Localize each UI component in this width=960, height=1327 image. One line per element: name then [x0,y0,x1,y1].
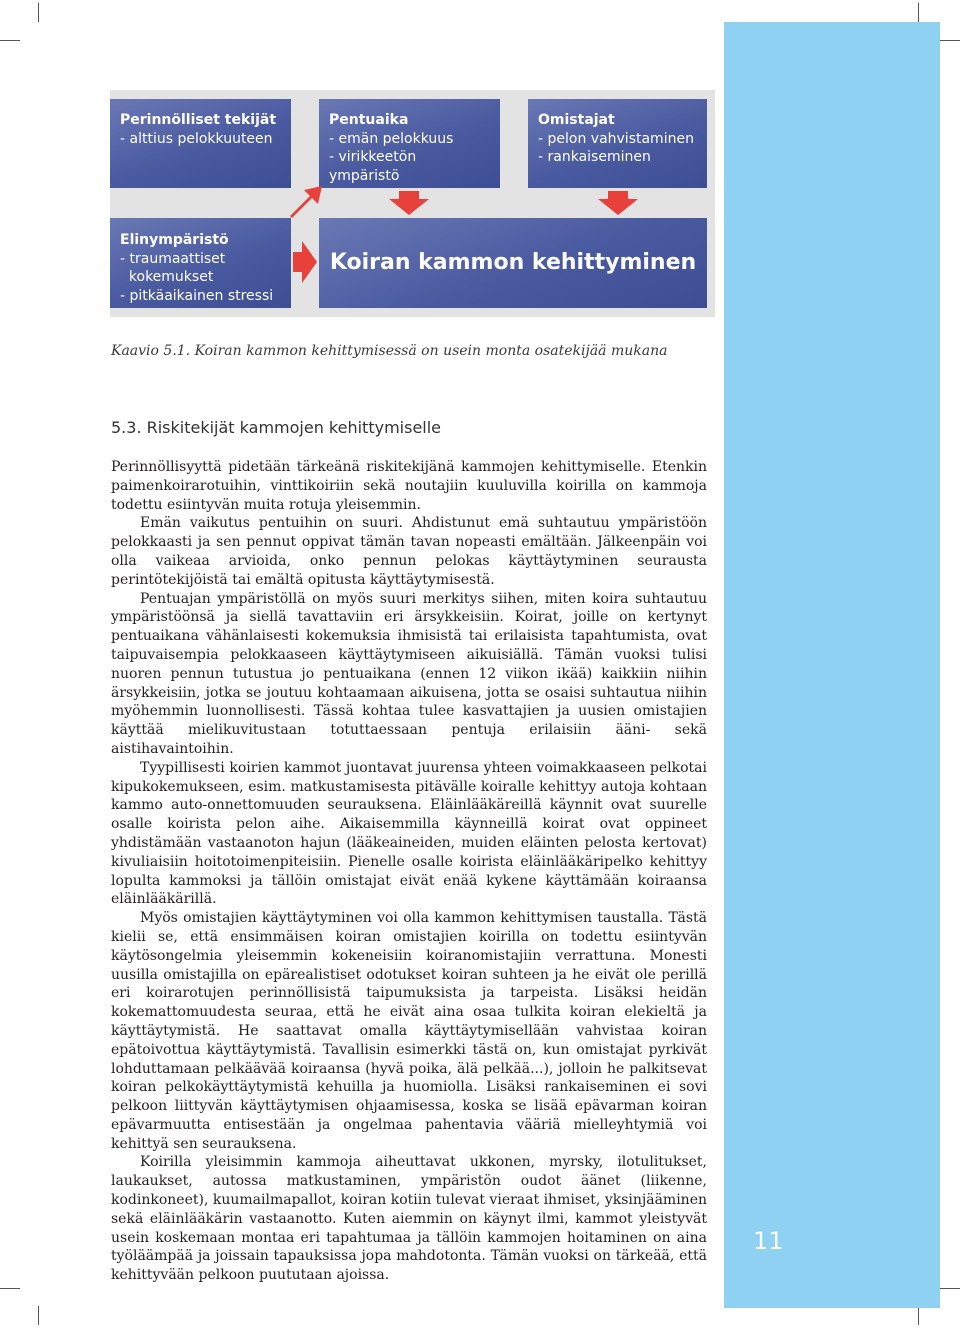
arrow-down-icon [598,191,638,215]
box-title: Elinympäristö [120,232,229,248]
box-title: Omistajat [538,112,615,128]
diagram-main-box [319,218,707,308]
box-line: - traumaattiset [120,250,226,267]
diagram-caption: Kaavio 5.1. Koiran kammon kehittymisessä on usein monta osatekijää mukana [111,343,668,359]
paragraph: Pentuajan ympäristöllä on myös suuri merkitys siihen, miten koira suhtautuu ympäristöönsä ja siellä tavattaviin eri ärsykkeisiin. Koirat, joille on kertynyt pentuaikana vähänlaisesti kokemuksia ihmisistä tai erilaisista tapahtumista, ovat taipuvaisempia pelokkaaseen käyttäytymiseen aikuisiällä. Tämän vuoksi tulisi nuoren pennun tutustua jo pentuaikana (ennen 12 viikon ikää) kaikkiin niihin ärsykkeisiin, jotka se joutuu kohtaamaan aikuisena, jotta se osaisi suhtautua niihin myöhemmin luonnollisesti. Tässä kohtaa tulee kasvattajien ja uusien omistajien käyttää mielikuvitustaan totuttaessaan pentuja erilaisiin ääni- sekä aistihavaintoihin. [111,590,707,757]
crop-mark [918,3,919,22]
crop-mark [0,1288,20,1289]
box-line: - alttius pelokkuuteen [120,130,273,147]
diagram [110,90,715,317]
box-title: Perinnölliset tekijät [120,112,277,128]
box-title: Pentuaika [329,112,409,128]
crop-mark [918,1306,919,1325]
arrow-right-icon [293,241,317,283]
paragraph: Koirilla yleisimmin kammoja aiheuttavat ukkonen, myrsky, ilotulitukset, laukaukset, autossa matkustaminen, ympäristön oudot äänet (liikenne, kodinkoneet), kuumailmapallot, koiran kotiin tulevat vieraat ihmiset, yksinjääminen sekä eläinlääkärin vastaanotto. Kuten aiemmin on käynyt ilmi, kammot yleistyvät usein koskemaan montaa eri tapahtumaa ja tällöin kammojen hoitaminen on aina työläämpää ja joissain tapauksissa jopa mahdotonta. Tämän vuoksi on tärkeää, että kehittyvään pelkoon puututaan ajoissa. [111,1154,707,1284]
crop-mark [940,40,960,41]
box-line: kokemukset [120,269,214,285]
box-line: - pitkäaikainen stressi [120,287,274,304]
box-line: - virikkeetön ympäristö [329,149,417,184]
crop-mark [38,1306,39,1325]
body-text [111,458,707,1285]
box-line: - pelon vahvistaminen [538,130,694,147]
arrow-diagonal-icon [286,182,326,222]
paragraph: Emän vaikutus pentuihin on suuri. Ahdistunut emä suhtautuu ympäristöön pelokkaasti ja sen pennut oppivat tämän tavan nopeasti emältään. Jälkeenpäin voi olla vaikeaa arvioida, onko pennun pelokas käyttäytyminen seurausta perintötekijöistä tai emältä opitusta käyttäytymisestä. [111,515,707,588]
paragraph: Perinnöllisyyttä pidetään tärkeänä riskitekijänä kammojen kehittymiselle. Etenkin paimenkoirarotuihin, vinttikoiriin sekä noutajiin kuuluvilla koirilla on kammoja todettu esiintyvän muita rotuja yleisemmin. [111,459,707,513]
box-line: - emän pelokkuus [329,130,454,147]
side-band [724,22,940,1308]
diagram-box-owners [528,99,707,188]
diagram-box-environment [110,218,291,308]
paragraph: Myös omistajien käyttäytyminen voi olla kammon kehittymisen taustalla. Tästä kielii se, että ensimmäisen koiran omistajien koirilla on todettu esiintyvän käytösongelmia yleisemmin kokeneisiin koiranomistajiin verrattuna. Monesti uusilla omistajilla on epärealistiset odotukset koiran suhteen ja he eivät ole perillä eri koirarotujen perinnöllisistä taipumuksista ja tarpeista. Lisäksi heidän kokemattomuudesta seuraa, että he eivät aina osaa tulkita koiran elekieltä ja käyttäytymistä. He saattavat omalla käyttäytymisellään vahvistaa koiran epätoivottua käyttäytymistä. Tavallisin esimerkki tästä on, kun omistajat pyrkivät lohduttamaan pelkäävää koiraansa (hyvä poika, älä pelkää...), jolloin he palkitsevat koiran pelkokäyttäytymistä kehuilla ja huomiolla. Lisäksi rankaiseminen ei sovi pelkoon liittyvän käyttäytymisen ohjaamisessa, koska se lisää epävarman koiran epävarmuutta entisestään ja ongelmaa pahentavia vääriä mielleyhtymiä voi kehittyä sen seurauksena. [111,910,707,1152]
diagram-box-heredity [110,99,291,188]
arrow-down-icon [389,191,429,215]
crop-mark [0,40,20,41]
diagram-box-puppyhood [319,99,500,188]
paragraph: Tyypillisesti koirien kammot juontavat juurensa yhteen voimakkaaseen pelkotai kipukokemukseen, esim. matkustamisesta pitävälle koiralle kehittyy autoja kohtaan kammo auto-onnettomuuden seurauksena. Eläinlääkäreillä käynnit ovat suurelle osalle koirista pelon aihe. Aikaisemmilla käynneillä koirat ovat oppineet yhdistämään vastaanoton hajun (lääkeaineiden, muiden eläinten pelosta kertovat) kivuliaisiin hoitotoimenpiteisiin. Pienelle osalle koirista eläinlääkäripelko kehittyy lopulta kammoksi ja tällöin omistajat eivät enää kykene käyttämään koiraansa eläinlääkärillä. [111,759,707,908]
section-heading: 5.3. Riskitekijät kammojen kehittymiselle [111,418,442,437]
crop-mark [38,3,39,22]
diagram-main-label: Koiran kammon kehittyminen [329,249,697,275]
box-line: - rankaiseminen [538,149,651,165]
page-number: 11 [753,1227,784,1255]
crop-mark [940,1288,960,1289]
